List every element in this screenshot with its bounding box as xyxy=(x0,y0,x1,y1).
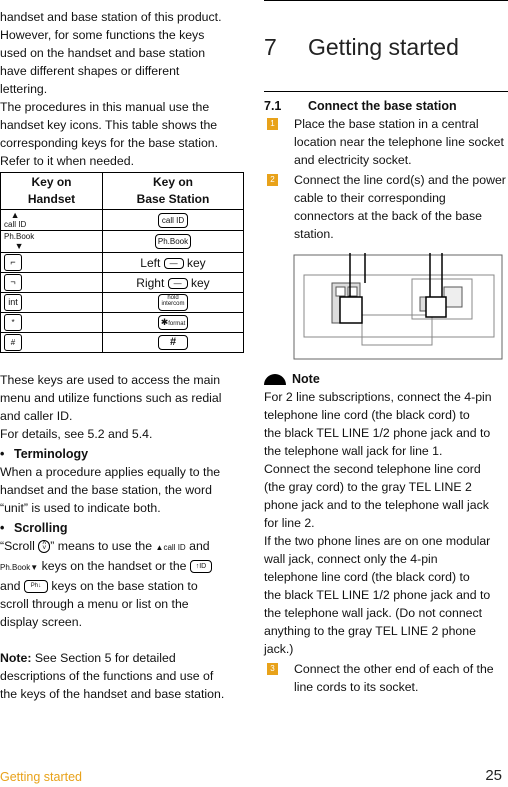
text-line: These keys are used to access the main xyxy=(0,373,221,387)
minus-key-icon: — xyxy=(164,258,184,269)
hash-key-icon: # xyxy=(4,334,22,351)
up-key-icon: ▲ xyxy=(155,543,164,552)
star-key-icon: * xyxy=(4,314,22,331)
base-right-key: Right — key xyxy=(103,273,244,293)
scroll-icon: ˄ ˅ xyxy=(38,540,50,553)
text-line: Ph.Book▼ keys on the handset or the ↑ID xyxy=(0,557,244,577)
text-line: the keys of the handset and base station. xyxy=(0,687,225,701)
text-line: When a procedure applies equally to the xyxy=(0,465,221,479)
keys-paragraph xyxy=(0,371,244,443)
base-hold-intercom-key: hold intercom xyxy=(103,293,244,313)
text-line: Connect the second telephone line cord xyxy=(264,462,481,476)
step-3: 3 Connect the other end of each of the line cords to its socket. xyxy=(264,660,508,696)
base-station-back-illustration xyxy=(292,253,508,366)
text-line: (the gray cord) to the gray TEL LINE 2 xyxy=(264,480,472,494)
base-up-key-icon: ↑ID xyxy=(190,560,212,573)
table-row xyxy=(1,273,244,293)
intro-paragraph xyxy=(0,8,244,170)
table-row xyxy=(1,210,244,231)
intro-line: The procedures in this manual use the xyxy=(0,100,210,114)
text-line: anything to the gray TEL LINE 2 phone xyxy=(264,624,476,638)
text-line: for line 2. xyxy=(264,516,315,530)
note-heading: Note xyxy=(264,372,508,386)
table-header-row xyxy=(1,173,244,210)
left-column xyxy=(0,0,244,703)
handset-star-key xyxy=(1,313,103,333)
table-row xyxy=(1,253,244,273)
text-line: jack.) xyxy=(264,642,294,656)
table-row xyxy=(1,313,244,333)
table-row xyxy=(1,293,244,313)
table-row xyxy=(1,333,244,353)
left-softkey-icon: ⌐ xyxy=(4,254,22,271)
handset-right-softkey xyxy=(1,273,103,293)
footer-section-label: Getting started xyxy=(0,770,82,784)
intro-line: However, for some functions the keys xyxy=(0,28,205,42)
chapter-title: 7 Getting started xyxy=(264,34,508,92)
text-line: display screen. xyxy=(0,615,83,629)
base-callid-key: call ID xyxy=(103,210,244,231)
handset-hash-key xyxy=(1,333,103,353)
text-line: the telephone wall jack for line 1. xyxy=(264,444,443,458)
page-number: 25 xyxy=(485,767,502,784)
minus-key-icon: — xyxy=(168,278,188,289)
text-line: “unit” is used to indicate both. xyxy=(0,501,161,515)
step-1: 1 Place the base station in a central location near the telephone line socket and electricity socket. xyxy=(264,115,508,169)
text-line: the black TEL LINE 1/2 phone jack and to xyxy=(264,426,491,440)
base-down-key-icon: Ph↓ xyxy=(24,580,48,593)
step-2: 2 Connect the line cord(s) and the power cable to their corresponding connectors at the back of the base station. xyxy=(264,171,508,243)
text-line: descriptions of the functions and use of xyxy=(0,669,214,683)
text-line: the telephone wall jack. (Do not connect xyxy=(264,606,483,620)
intro-line: handset key icons. This table shows the xyxy=(0,118,218,132)
right-column xyxy=(264,0,508,696)
intro-line: used on the handset and base station xyxy=(0,46,206,60)
text-line: and caller ID. xyxy=(0,409,73,423)
text-line: scroll through a menu or list on the xyxy=(0,597,189,611)
table-row xyxy=(1,231,244,253)
intro-line: Refer to it when needed. xyxy=(0,154,134,168)
text-line: “Scroll ˄ ˅ ” means to use the ▲call ID and xyxy=(0,539,210,553)
scrolling-heading: • Scrolling xyxy=(0,521,68,535)
handset-up-key: ▲ call ID xyxy=(1,210,103,231)
intro-line: have different shapes or different xyxy=(0,64,180,78)
text-line: handset and the base station, the word xyxy=(0,483,212,497)
text-line: and Ph↓ keys on the base station to xyxy=(0,579,198,593)
right-softkey-icon: ¬ xyxy=(4,274,22,291)
text-line: telephone line cord (the black cord) to xyxy=(264,570,470,584)
handset-left-softkey xyxy=(1,253,103,273)
handset-int-key: int xyxy=(1,293,103,313)
header-base: Key on Base Station xyxy=(103,173,244,210)
text-line: For 2 line subscriptions, connect the 4-pin xyxy=(264,390,492,404)
base-left-key: Left — key xyxy=(103,253,244,273)
base-star-format-key: ✱format xyxy=(103,313,244,333)
scrolling-paragraph xyxy=(0,537,244,631)
header-handset: Key on Handset xyxy=(1,173,103,210)
note-icon xyxy=(264,374,286,385)
note-paragraph xyxy=(0,649,244,703)
terminology-paragraph xyxy=(0,463,244,517)
base-hash-key: # xyxy=(103,333,244,353)
text-line: Note: See Section 5 for detailed xyxy=(0,651,176,665)
text-line: If the two phone lines are on one modular xyxy=(264,534,491,548)
down-key-icon: ▼ xyxy=(30,563,39,572)
text-line: phone jack and to the telephone wall jack xyxy=(264,498,489,512)
intro-line: corresponding keys for the base station. xyxy=(0,136,219,150)
text-line: the black TEL LINE 1/2 phone jack and to xyxy=(264,588,491,602)
note-body xyxy=(264,388,508,658)
handset-down-key: Ph.Book ▼ xyxy=(1,231,103,253)
text-line: telephone line cord (the black cord) to xyxy=(264,408,470,422)
terminology-heading: • Terminology xyxy=(0,447,89,461)
base-phbook-key: Ph.Book xyxy=(103,231,244,253)
key-mapping-table xyxy=(0,172,244,353)
text-line: menu and utilize functions such as redial xyxy=(0,391,222,405)
section-heading: 7.1 Connect the base station xyxy=(264,99,457,113)
text-line: wall jack, connect only the 4-pin xyxy=(264,552,438,566)
text-line: For details, see 5.2 and 5.4. xyxy=(0,427,153,441)
intro-line: lettering. xyxy=(0,82,48,96)
intro-line: handset and base station of this product. xyxy=(0,10,222,24)
